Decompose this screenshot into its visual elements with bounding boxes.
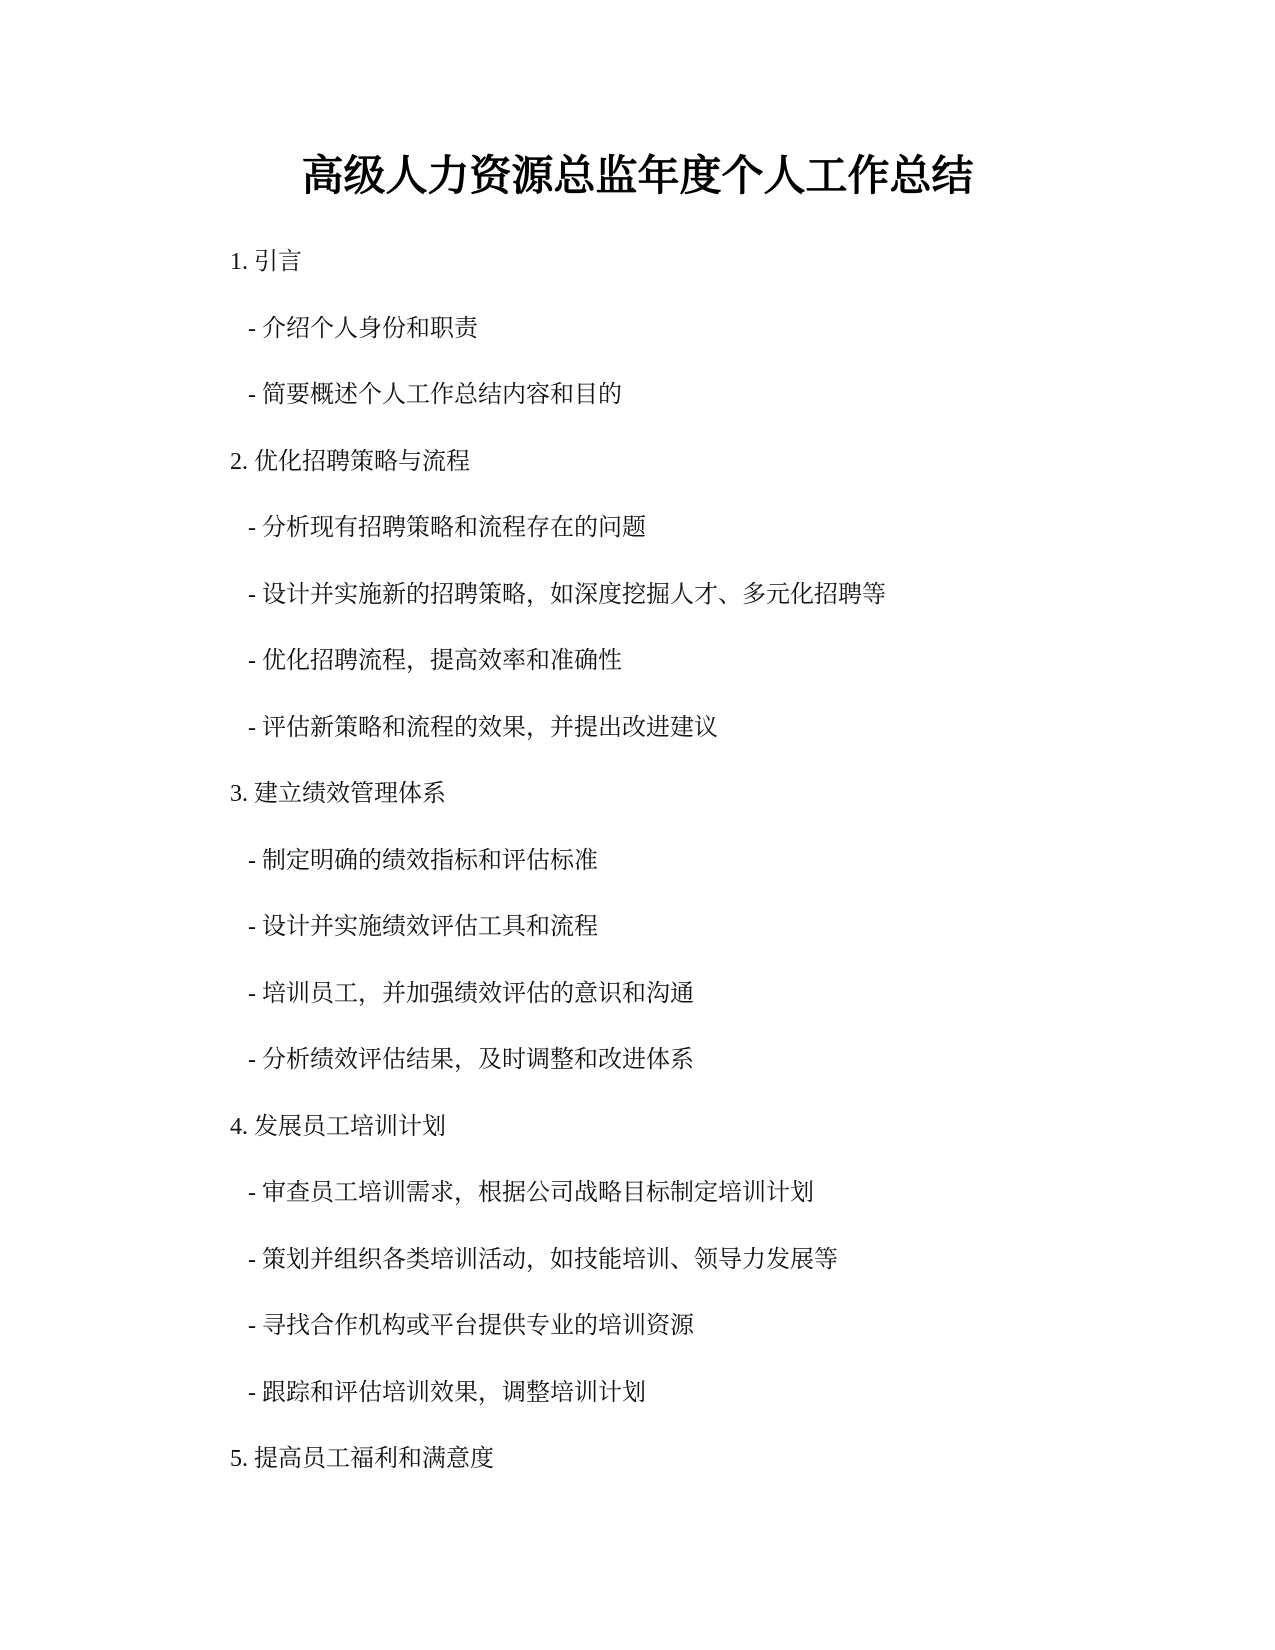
list-item: - 培训员工，并加强绩效评估的意识和沟通 xyxy=(248,980,694,1007)
section-heading: 2. 优化招聘策略与流程 xyxy=(230,448,470,475)
list-item: - 简要概述个人工作总结内容和目的 xyxy=(248,382,622,408)
list-item: - 策划并组织各类培训活动，如技能培训、领导力发展等 xyxy=(248,1246,838,1273)
list-item: - 设计并实施新的招聘策略，如深度挖掘人才、多元化招聘等 xyxy=(248,581,886,608)
section-heading: 1. 引言 xyxy=(230,249,302,275)
section-heading: 5. 提高员工福利和满意度 xyxy=(230,1446,494,1472)
list-item: - 介绍个人身份和职责 xyxy=(248,315,478,342)
list-item: - 审查员工培训需求，根据公司战略目标制定培训计划 xyxy=(248,1180,814,1206)
list-item: - 优化招聘流程，提高效率和准确性 xyxy=(248,648,622,674)
list-item: - 寻找合作机构或平台提供专业的培训资源 xyxy=(248,1313,694,1339)
list-item: - 跟踪和评估培训效果，调整培训计划 xyxy=(248,1379,646,1406)
list-item: - 评估新策略和流程的效果，并提出改进建议 xyxy=(248,714,718,741)
outline-list xyxy=(230,245,1130,1509)
section-heading: 4. 发展员工培训计划 xyxy=(230,1113,446,1140)
document-title: 高级人力资源总监年度个人工作总结 xyxy=(301,151,974,200)
list-item: - 分析绩效评估结果，及时调整和改进体系 xyxy=(248,1047,694,1073)
section-heading: 3. 建立绩效管理体系 xyxy=(230,781,446,807)
list-item: - 分析现有招聘策略和流程存在的问题 xyxy=(248,515,646,541)
list-item: - 制定明确的绩效指标和评估标准 xyxy=(248,847,598,874)
list-item: - 设计并实施绩效评估工具和流程 xyxy=(248,914,598,940)
